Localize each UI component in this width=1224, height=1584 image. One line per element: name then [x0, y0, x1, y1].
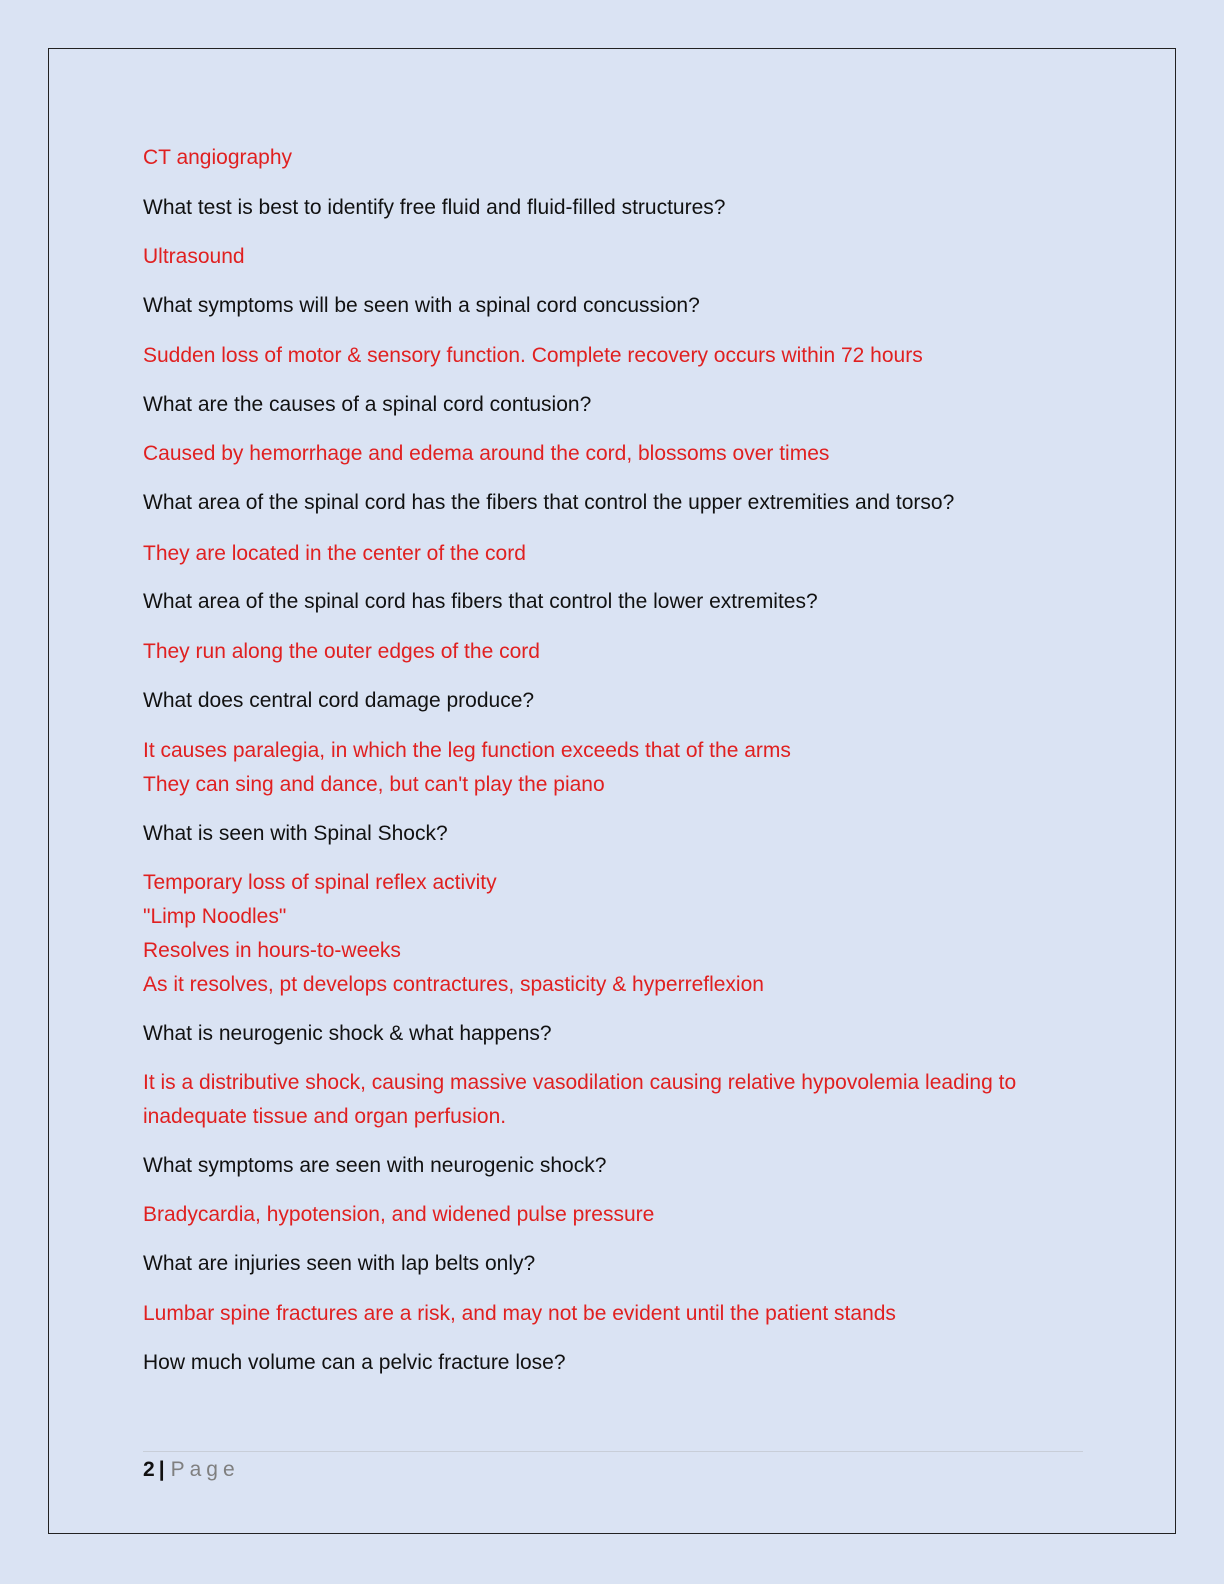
question-line: What symptoms are seen with neurogenic shock? — [143, 1154, 607, 1177]
question-line: What symptoms will be seen with a spinal cord concussion? — [143, 294, 700, 317]
footer-separator: | — [158, 1458, 165, 1481]
answer-line: Temporary loss of spinal reflex activity — [143, 871, 497, 894]
answer-line: As it resolves, pt develops contractures, spasticity & hyperreflexion — [143, 973, 764, 996]
answer-line: Sudden loss of motor & sensory function. Complete recovery occurs within 72 hours — [143, 344, 923, 367]
answer-line: It is a distributive shock, causing massive vasodilation causing relative hypovolemia leading to — [143, 1071, 1017, 1094]
question-line: What test is best to identify free fluid and fluid-filled structures? — [143, 196, 726, 219]
question-line: What are injuries seen with lap belts only? — [143, 1252, 536, 1275]
page-number: 2 — [143, 1458, 155, 1481]
answer-line: Ultrasound — [143, 245, 245, 268]
question-line: What area of the spinal cord has the fibers that control the upper extremities and torso? — [143, 491, 955, 514]
answer-line: It causes paralegia, in which the leg function exceeds that of the arms — [143, 739, 791, 762]
page-word: Page — [170, 1458, 240, 1481]
question-line: What area of the spinal cord has fibers that control the lower extremites? — [143, 590, 818, 613]
answer-line: Lumbar spine fractures are a risk, and may not be evident until the patient stands — [143, 1302, 896, 1325]
answer-line: They can sing and dance, but can't play the piano — [143, 773, 605, 796]
answer-line: Caused by hemorrhage and edema around the cord, blossoms over times — [143, 442, 830, 465]
answer-line: "Limp Noodles" — [143, 905, 287, 928]
question-line: What are the causes of a spinal cord contusion? — [143, 393, 592, 416]
question-line: What does central cord damage produce? — [143, 689, 535, 712]
question-line: How much volume can a pelvic fracture lose? — [143, 1351, 566, 1374]
question-line: What is neurogenic shock & what happens? — [143, 1022, 552, 1045]
answer-line: Resolves in hours-to-weeks — [143, 939, 401, 962]
answer-line: inadequate tissue and organ perfusion. — [143, 1105, 507, 1128]
question-line: What is seen with Spinal Shock? — [143, 822, 448, 845]
footer-divider — [143, 1451, 1083, 1452]
page-footer — [143, 1458, 240, 1482]
answer-line: They run along the outer edges of the cord — [143, 640, 540, 663]
answer-line: Bradycardia, hypotension, and widened pulse pressure — [143, 1203, 655, 1226]
answer-line: They are located in the center of the cord — [143, 542, 526, 565]
answer-line: CT angiography — [143, 146, 293, 169]
